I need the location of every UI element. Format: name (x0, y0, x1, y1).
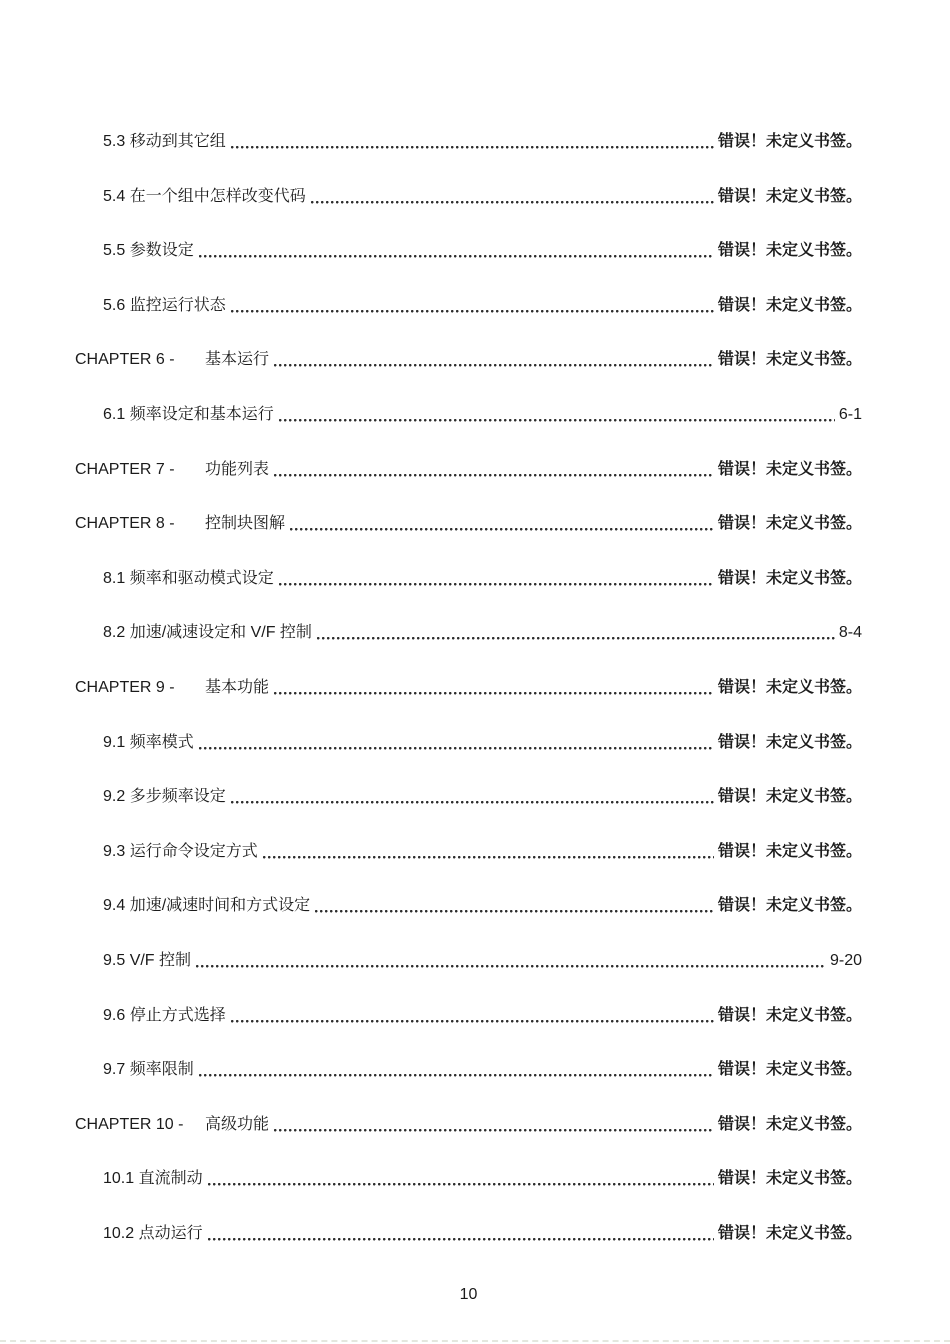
toc-page-ref-error: 错误！未定义书签。 (717, 242, 862, 260)
page-number: 10 (459, 1286, 478, 1303)
toc-entry[interactable] (75, 786, 862, 807)
toc-page-ref-error: 错误！未定义书签。 (717, 897, 862, 915)
dot-leader (311, 200, 714, 204)
toc-entry[interactable] (75, 568, 862, 589)
toc-entry[interactable] (75, 186, 862, 207)
toc-page-ref-error: 错误！未定义书签。 (717, 842, 862, 860)
toc-list (75, 131, 862, 1277)
toc-entry[interactable] (75, 1005, 862, 1026)
toc-chapter-label: CHAPTER 7 - (75, 460, 175, 478)
toc-page-ref-error: 错误！未定义书签。 (717, 678, 862, 696)
toc-entry[interactable] (75, 404, 862, 425)
toc-chapter-title: 控制块图解 (205, 515, 286, 533)
toc-entry[interactable] (75, 1168, 862, 1189)
toc-page-ref-error: 错误！未定义书签。 (717, 733, 862, 751)
toc-section-title: 5.6 监控运行状态 (103, 296, 226, 314)
dot-leader (274, 363, 714, 367)
dot-leader (208, 1182, 714, 1186)
toc-entry[interactable] (75, 1059, 862, 1080)
toc-page-ref-error: 错误！未定义书签。 (717, 133, 862, 150)
toc-entry[interactable] (75, 1223, 862, 1244)
dot-leader (231, 800, 714, 804)
dot-leader (231, 1019, 714, 1023)
dot-leader (231, 145, 714, 149)
toc-chapter-label: CHAPTER 10 - (75, 1115, 184, 1133)
toc-entry[interactable] (75, 895, 862, 916)
toc-chapter-title: 高级功能 (205, 1115, 270, 1133)
toc-chapter-title: 功能列表 (205, 460, 270, 478)
toc-entry[interactable] (75, 240, 862, 261)
toc-section-title: 8.2 加速/减速设定和 V/F 控制 (103, 624, 312, 642)
toc-section-title: 5.5 参数设定 (103, 242, 194, 260)
toc-page-ref: 6-1 (838, 405, 862, 423)
toc-section-title: 9.2 多步频率设定 (103, 788, 226, 806)
toc-section-title: 9.7 频率限制 (103, 1061, 194, 1079)
toc-entry[interactable] (75, 349, 862, 370)
toc-section-title: 8.1 频率和驱动模式设定 (103, 569, 274, 587)
toc-chapter-title: 基本运行 (205, 351, 270, 369)
toc-page-ref-error: 错误！未定义书签。 (717, 515, 862, 533)
toc-entry[interactable] (75, 841, 862, 862)
dot-leader (208, 1237, 714, 1241)
toc-entry[interactable] (75, 295, 862, 316)
toc-chapter-label: CHAPTER 8 - (75, 515, 175, 533)
toc-section-title: 9.4 加速/减速时间和方式设定 (103, 897, 311, 915)
toc-section-title: 9.6 停止方式选择 (103, 1006, 226, 1024)
toc-page-ref-error: 错误！未定义书签。 (717, 1224, 862, 1242)
toc-section-title: 5.3 移动到其它组 (103, 133, 226, 150)
dot-leader (279, 418, 835, 422)
toc-entry[interactable] (75, 459, 862, 480)
toc-page-ref-error: 错误！未定义书签。 (717, 1061, 862, 1079)
toc-entry[interactable] (75, 131, 862, 152)
toc-chapter-label: CHAPTER 6 - (75, 351, 175, 369)
toc-section-title: 10.2 点动运行 (103, 1224, 203, 1242)
dot-leader (315, 909, 714, 913)
dot-leader (317, 636, 835, 640)
toc-page-ref-error: 错误！未定义书签。 (717, 1006, 862, 1024)
toc-entry[interactable] (75, 513, 862, 534)
dot-leader (199, 1073, 714, 1077)
toc-section-title: 6.1 频率设定和基本运行 (103, 405, 274, 423)
toc-page-ref-error: 错误！未定义书签。 (717, 296, 862, 314)
toc-chapter-label: CHAPTER 9 - (75, 678, 175, 696)
toc-section-title: 9.3 运行命令设定方式 (103, 842, 258, 860)
toc-entry[interactable] (75, 732, 862, 753)
toc-section-title: 9.5 V/F 控制 (103, 951, 192, 969)
toc-page-ref-error: 错误！未定义书签。 (717, 569, 862, 587)
toc-page-ref-error: 错误！未定义书签。 (717, 351, 862, 369)
toc-page-ref-error: 错误！未定义书签。 (717, 788, 862, 806)
toc-chapter-title: 基本功能 (205, 678, 270, 696)
dot-leader (263, 855, 714, 859)
toc-entry[interactable] (75, 677, 862, 698)
toc-entry[interactable] (75, 950, 862, 971)
toc-page-ref: 8-4 (838, 624, 862, 642)
dot-leader (199, 746, 714, 750)
toc-page-ref-error: 错误！未定义书签。 (717, 187, 862, 205)
dot-leader (231, 309, 714, 313)
dot-leader (274, 691, 714, 695)
dot-leader (290, 527, 714, 531)
toc-entry[interactable] (75, 1114, 862, 1135)
toc-page-ref-error: 错误！未定义书签。 (717, 460, 862, 478)
dot-leader (274, 473, 714, 477)
dot-leader (199, 254, 714, 258)
page-bottom-edge-divider (0, 1340, 950, 1342)
toc-section-title: 5.4 在一个组中怎样改变代码 (103, 187, 306, 205)
toc-section-title: 9.1 频率模式 (103, 733, 194, 751)
dot-leader (274, 1128, 714, 1132)
toc-section-title: 10.1 直流制动 (103, 1170, 203, 1188)
dot-leader (279, 582, 714, 586)
toc-page-ref-error: 错误！未定义书签。 (717, 1170, 862, 1188)
dot-leader (196, 964, 826, 968)
toc-page-ref: 9-20 (829, 951, 862, 969)
toc-page-ref-error: 错误！未定义书签。 (717, 1115, 862, 1133)
toc-entry[interactable] (75, 622, 862, 643)
